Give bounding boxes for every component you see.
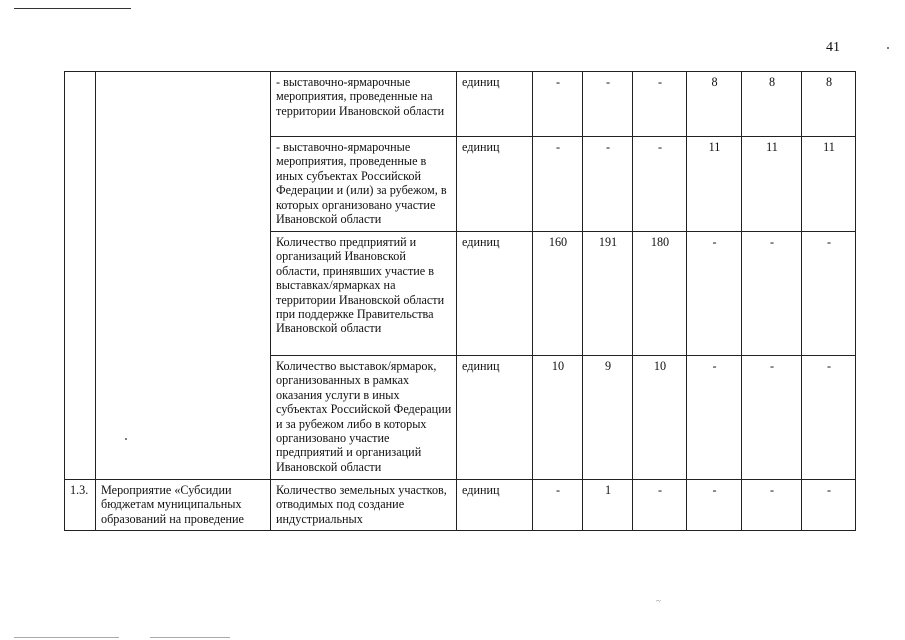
value-cell: 11 (687, 137, 742, 232)
unit-cell: единиц (457, 72, 533, 137)
scan-rule-bottom (150, 637, 230, 638)
value-cell: - (687, 480, 742, 531)
value-cell: - (802, 480, 856, 531)
scan-rule-top (14, 8, 131, 9)
table-row (65, 72, 856, 137)
code-cell: 1.3. (65, 480, 96, 531)
value-cell: - (533, 480, 583, 531)
value-cell: - (687, 232, 742, 356)
page-number: 41 (826, 40, 840, 55)
value-cell: - (633, 480, 687, 531)
event-cell (96, 72, 271, 480)
unit-cell: единиц (457, 480, 533, 531)
value-cell: - (802, 356, 856, 480)
value-cell: 11 (802, 137, 856, 232)
value-cell: 160 (533, 232, 583, 356)
indicator-cell: Количество выставок/ярмарок, организованных в рамках оказания услуги в иных субъектах Российской Федерации и за рубежом либо в которых организовано участие предприятий и организаций Ивановской области (271, 356, 457, 480)
scan-speck (887, 47, 889, 49)
value-cell: 191 (583, 232, 633, 356)
value-cell: 180 (633, 232, 687, 356)
value-cell: 8 (802, 72, 856, 137)
indicator-cell: Количество предприятий и организаций Ивановской области, принявших участие в выставках/ярмарках на территории Ивановской области при поддержке Правительства Ивановской области (271, 232, 457, 356)
value-cell: - (802, 232, 856, 356)
indicator-cell: - выставочно-ярмарочные мероприятия, проведенные на территории Ивановской области (271, 72, 457, 137)
value-cell: 1 (583, 480, 633, 531)
indicator-cell: - выставочно-ярмарочные мероприятия, проведенные в иных субъектах Российской Федерации и (или) за рубежом, в которых организовано участие Ивановской области (271, 137, 457, 232)
value-cell: - (687, 356, 742, 480)
indicator-cell: Количество земельных участков, отводимых под создание индустриальных (271, 480, 457, 531)
value-cell: 10 (633, 356, 687, 480)
value-cell: - (742, 356, 802, 480)
value-cell: - (583, 137, 633, 232)
value-cell: 10 (533, 356, 583, 480)
event-cell: Мероприятие «Субсидии бюджетам муниципальных образований на проведение (96, 480, 271, 531)
unit-cell: единиц (457, 232, 533, 356)
unit-cell: единиц (457, 137, 533, 232)
unit-cell: единиц (457, 356, 533, 480)
scan-rule-bottom (14, 637, 119, 638)
value-cell: 9 (583, 356, 633, 480)
value-cell: - (633, 72, 687, 137)
value-cell: - (633, 137, 687, 232)
value-cell: 11 (742, 137, 802, 232)
indicators-table (64, 71, 856, 531)
value-cell: - (583, 72, 633, 137)
table-row (65, 480, 856, 531)
value-cell: - (533, 72, 583, 137)
scan-speck: ~ (656, 596, 661, 606)
value-cell: - (742, 232, 802, 356)
value-cell: - (533, 137, 583, 232)
code-cell (65, 72, 96, 480)
value-cell: 8 (687, 72, 742, 137)
value-cell: 8 (742, 72, 802, 137)
value-cell: - (742, 480, 802, 531)
